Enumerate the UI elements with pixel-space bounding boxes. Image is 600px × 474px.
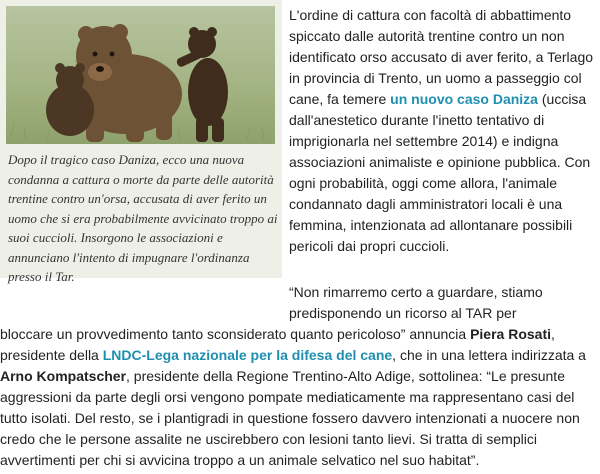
article-paragraph-2: [0, 282, 598, 471]
daniza-link[interactable]: un nuovo caso Daniza: [390, 91, 538, 107]
photo-caption: Dopo il tragico caso Daniza, ecco una nuova condanna a cattura o morte da parte delle autorità trentine contro un'orsa, accusata di aver ferito un uomo che si era probabilmente avvicinato troppo ai suoi cuccioli. Insorgono le associazioni e annunciano l'intento di impugnare l'ordinanza presso il Tar.: [8, 152, 278, 284]
person-name-rosati: Piera Rosati: [470, 326, 552, 342]
p2-text-d: , presidente della Regione Trentino-Alto Adige, sottolinea: “Le presunte aggressioni da parte degli orsi vengono pompate mediaticamente ma rappresentano casi del tutto isolati. Del resto, se i plantigradi in questione fossero davvero intenzionati a nuocere non credo che le persone assalite ne uscirebbero con lesioni tanto lievi. Si tratta di semplici avvertimenti per chi si avvicina troppo a un animale selvatico nel suo habitat”.: [0, 368, 580, 468]
lndc-link[interactable]: LNDC-Lega nazionale per la difesa del cane: [102, 347, 393, 363]
p2-text-a: bloccare un provvedimento tanto sconsiderato quanto pericoloso” annuncia: [0, 326, 471, 342]
p1-text-b: (uccisa dall'anestetico durante l'inetto tentativo di imprigionarla nel settembre 2014) e indigna associazioni animaliste e opinione pubblica. Con ogni probabilità, oggi come allora, l'animale condannato dagli amministratori locali è una femmina, intenzionata ad allontanare possibili pericoli dai propri cuccioli.: [289, 91, 591, 254]
bear-photo: [6, 6, 275, 144]
photo-figure: [0, 0, 282, 284]
article-paragraph-1: [289, 5, 595, 257]
p2-lead: “Non rimarremo certo a guardare, stiamo predisponendo un ricorso al TAR per: [289, 284, 543, 321]
p2-text-c: , che in una lettera indirizzata a: [392, 347, 586, 363]
person-name-kompatscher: Arno Kompatscher: [0, 368, 127, 384]
p2-text-b: , presidente della: [0, 326, 555, 363]
p1-text-a: L'ordine di cattura con facoltà di abbattimento spiccato dalle autorità trentine contro un non identificato orso accusato di aver ferito, a Terlago in provincia di Trento, un uomo a passeggio col cane, fa temere: [289, 7, 594, 107]
